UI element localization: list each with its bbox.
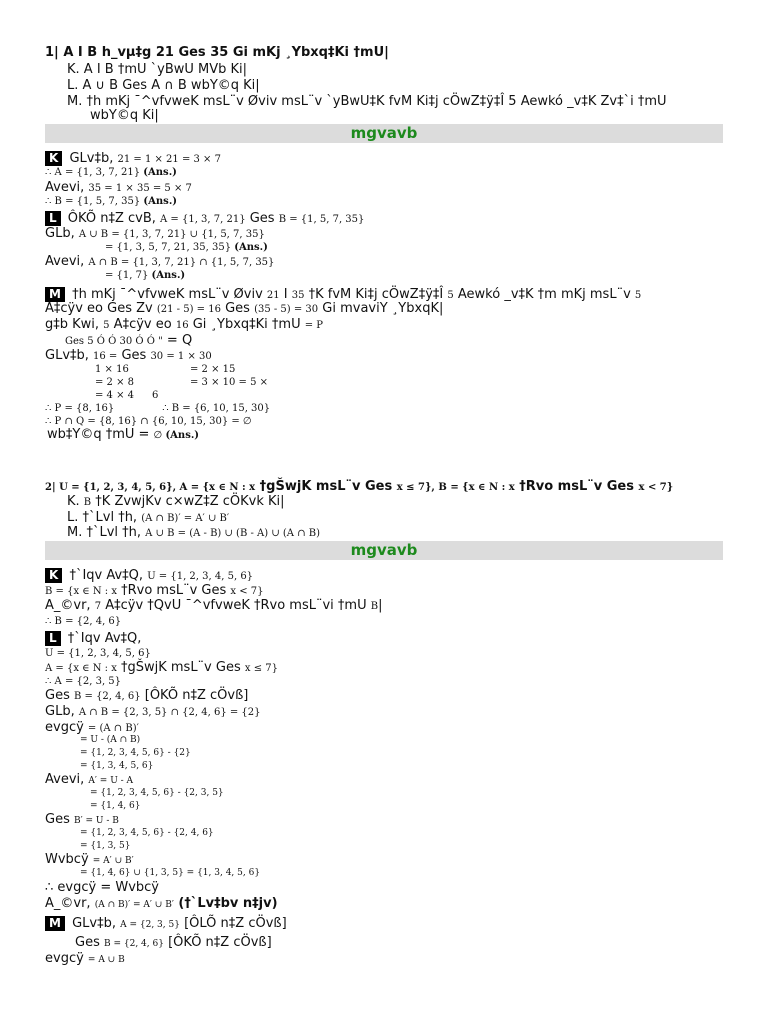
q1-l-line-4: Avevi, A ∩ B = {1, 3, 7, 21} ∩ {1, 5, 7, 35} <box>45 254 275 269</box>
q2-k-line-4: ∴ B = {2, 4, 6} <box>45 616 122 627</box>
q2-statement: 2| U = {1, 2, 3, 4, 5, 6}, A = {x ∈ N : x †gŠwjK msL¨v Ges x ≤ 7}, B = {x ∈ N : x †Rvo msL¨v Ges x < 7} <box>45 479 674 494</box>
q2-m-line-2: Ges B = {2, 4, 6} [ÔKÕ n‡Z cÖvß] <box>75 935 272 950</box>
q2-l-line-14: Ges B′ = U - B <box>45 812 119 827</box>
q1-m-line-8a: = 4 × 4 <box>95 390 135 401</box>
q1-k-line-4: ∴ B = {1, 5, 7, 35} (Ans.) <box>45 196 178 207</box>
q1-l-line-5: = {1, 7} (Ans.) <box>105 270 186 281</box>
q1-m-line-5: GLv‡b, 16 = Ges 30 = 1 × 30 <box>45 348 212 363</box>
q2-l-line-11: Avevi, A′ = U - A <box>45 772 134 787</box>
q2-l-line-12: = {1, 2, 3, 4, 5, 6} - {2, 3, 5} <box>90 788 224 798</box>
q1-k-line-3: Avevi, 35 = 1 × 35 = 5 × 7 <box>45 180 192 195</box>
q1-m-line-10: ∴ P ∩ Q = {8, 16} ∩ {6, 10, 15, 30} = ∅ <box>45 416 252 427</box>
q2-k-line-1: K †`Iqv Av‡Q, U = {1, 2, 3, 4, 5, 6} <box>45 568 253 584</box>
q1-part-m-cont: wbY©q Ki| <box>90 108 159 123</box>
q2-l-line-2: U = {1, 2, 3, 4, 5, 6} <box>45 648 151 659</box>
q1-part-l: L. A ∪ B Ges A ∩ B wbY©q Ki| <box>67 78 260 93</box>
q1-m-line-1: M †h mKj ¯^vfvweK msL¨v Øviv 21 I 35 †K fvM Ki‡j cÖwZ‡ÿ‡Î 5 Aewkó _v‡K †m mKj msL¨v 5 <box>45 287 641 303</box>
q1-l-line-1: L ÔKÕ n‡Z cvB, A = {1, 3, 7, 21} Ges B = {1, 5, 7, 35} <box>45 211 364 227</box>
q2-l-line-10: = {1, 3, 4, 5, 6} <box>80 761 154 771</box>
q1-m-line-3: g‡b Kwi, 5 A‡cÿv eo 16 Gi ¸Ybxq‡Ki †mU = P <box>45 317 324 332</box>
q1-m-line-2: A‡cÿv eo Ges Zv (21 - 5) = 16 Ges (35 - 5) = 30 Gi mvaviY ¸YbxqK| <box>45 301 444 316</box>
q2-l-line-6: GLb, A ∩ B = {2, 3, 5} ∩ {2, 4, 6} = {2} <box>45 704 261 719</box>
q2-l-line-18: = {1, 4, 6} ∪ {1, 3, 5} = {1, 3, 4, 5, 6} <box>80 868 261 878</box>
q1-l-line-2: GLb, A ∪ B = {1, 3, 7, 21} ∪ {1, 5, 7, 35} <box>45 226 265 241</box>
q2-l-line-1: L †`Iqv Av‡Q, <box>45 631 141 647</box>
q1-part-m: M. †h mKj ¯^vfvweK msL¨v Øviv msL¨v `yBwU‡K fvM Ki‡j cÖwZ‡ÿ‡Î 5 Aewkó _v‡K Zv‡`i †mU <box>67 94 667 109</box>
q2-l-line-5: Ges B = {2, 4, 6} [ÔKÕ n‡Z cÖvß] <box>45 688 249 703</box>
q2-l-line-9: = {1, 2, 3, 4, 5, 6} - {2} <box>80 748 191 758</box>
q2-l-line-13: = {1, 4, 6} <box>90 801 141 811</box>
q2-k-line-2: B = {x ∈ N : x †Rvo msL¨v Ges x < 7} <box>45 583 264 598</box>
q1-solution-heading: mgvavb <box>45 124 723 143</box>
q2-part-l: L. †`Lvl †h, (A ∩ B)′ = A′ ∪ B′ <box>67 510 230 525</box>
q1-k-line-2: ∴ A = {1, 3, 7, 21} (Ans.) <box>45 167 177 178</box>
q2-l-line-20: A_©vr, (A ∩ B)′ = A′ ∪ B′ (†`Lv‡bv n‡jv) <box>45 896 278 911</box>
q2-l-line-16: = {1, 3, 5} <box>80 841 131 851</box>
q1-m-line-9: ∴ P = {8, 16} ∴ B = {6, 10, 15, 30} <box>45 403 271 414</box>
q1-k-line-1: K GLv‡b, 21 = 1 × 21 = 3 × 7 <box>45 151 221 167</box>
q1-m-line-6a: 1 × 16 <box>95 364 129 375</box>
q1-m-line-4: Ges 5 Ó Ó 30 Ó Ó " = Q <box>65 333 193 348</box>
q2-l-line-3: A = {x ∈ N : x †gŠwjK msL¨v Ges x ≤ 7} <box>45 660 278 675</box>
q1-m-line-8b: 6 <box>152 390 159 401</box>
q2-part-m: M. †`Lvl †h, A ∪ B = (A - B) ∪ (B - A) ∪ (A ∩ B) <box>67 525 321 540</box>
q1-m-line-6b: = 2 × 15 <box>190 364 236 375</box>
q1-statement: 1| A I B h_vµ‡g 21 Ges 35 Gi mKj ¸Ybxq‡Ki †mU| <box>45 45 389 60</box>
q2-l-line-17: Wvbcÿ = A′ ∪ B′ <box>45 852 134 867</box>
q2-l-line-19: ∴ evgcÿ = Wvbcÿ <box>45 880 159 895</box>
q2-l-line-15: = {1, 2, 3, 4, 5, 6} - {2, 4, 6} <box>80 828 214 838</box>
q2-l-line-7: evgcÿ = (A ∩ B)′ <box>45 720 139 735</box>
q1-part-k: K. A I B †mU `yBwU MVb Ki| <box>67 62 248 77</box>
q2-solution-heading: mgvavb <box>45 541 723 560</box>
q2-k-line-3: A_©vr, 7 A‡cÿv †QvU ¯^vfvweK †Rvo msL¨vi †mU B| <box>45 598 383 613</box>
q2-m-line-1: M GLv‡b, A = {2, 3, 5} [ÔLÕ n‡Z cÖvß] <box>45 916 287 932</box>
q2-l-line-8: = U - (A ∩ B) <box>80 735 141 745</box>
q1-final-answer: wb‡Y©q †mU = ∅ (Ans.) <box>47 427 200 442</box>
q2-part-k: K. B †K ZvwjKv c×wZ‡Z cÖKvk Ki| <box>67 494 285 509</box>
q2-l-line-4: ∴ A = {2, 3, 5} <box>45 676 122 687</box>
q1-l-line-3: = {1, 3, 5, 7, 21, 35, 35} (Ans.) <box>105 242 268 253</box>
q1-m-line-7a: = 2 × 8 <box>95 377 135 388</box>
q2-m-line-3: evgcÿ = A ∪ B <box>45 951 125 966</box>
q1-m-line-7b: = 3 × 10 = 5 × <box>190 377 269 388</box>
